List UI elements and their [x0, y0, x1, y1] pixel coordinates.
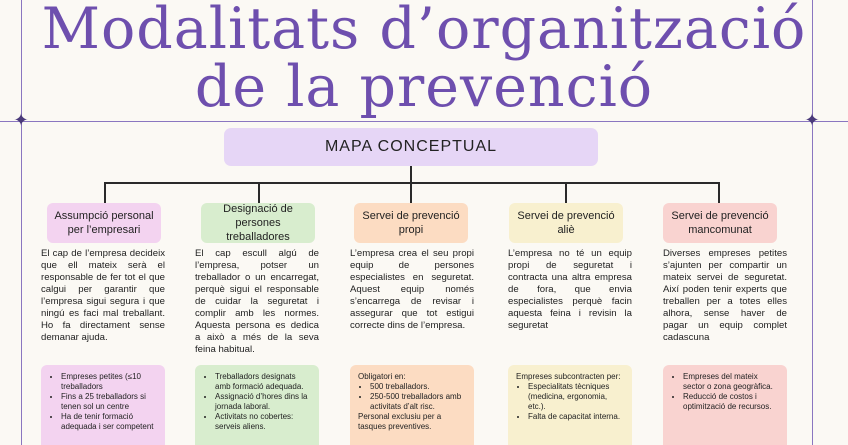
concept-map-root: MAPA CONCEPTUAL	[224, 128, 598, 166]
list-item: • Activitats no cobertes: serveis aliens.	[215, 412, 311, 432]
card-servei-mancomunat	[663, 365, 787, 445]
list-item: • 250-500 treballadors amb activitats d’alt risc.	[370, 392, 466, 412]
description-designacio-persones: El cap escull algú de l’empresa, potser un treballador o un encarregat, perquè sigui el responsable de cuidar la seguretat i complir amb les normes. Aquesta persona es dedica a això a més de la seva feina habitual.	[195, 248, 319, 355]
list-item: • Treballadors designats amb formació adequada.	[215, 372, 311, 392]
sparkle-icon-left: ✦	[13, 110, 29, 131]
list-item: • Assignació d’hores dins la jornada laboral.	[215, 392, 311, 412]
card-intro: Obligatori en:	[358, 372, 406, 381]
heading-servei-alie: Servei de prevenció aliè	[509, 203, 623, 243]
connector-col4	[565, 182, 567, 203]
card-designacio-persones	[195, 365, 319, 445]
heading-servei-mancomunat: Servei de prevenció mancomunat	[663, 203, 777, 243]
page-title	[14, 0, 834, 120]
list-item: • Empreses petites (≤10 treballadors	[61, 372, 157, 392]
list-item: • Fins a 25 treballadors si tenen sol un centre	[61, 392, 157, 412]
connector-col5	[718, 182, 720, 203]
list-item: • Especialitats tècniques (medicina, ergonomia, etc.).	[528, 382, 624, 412]
connector-col3	[410, 182, 412, 203]
list-item: • 500 treballadors.	[370, 382, 466, 392]
card-outro: Personal exclusiu per a tasques preventives.	[358, 412, 442, 431]
description-servei-mancomunat: Diverses empreses petites s’ajunten per compartir un mateix servei de seguretat. Així poden tenir experts que treballen per a totes elles alhora, sense haver de pagar un equip complet cadascuna	[663, 248, 787, 343]
title-line-2: de la prevenció	[194, 54, 654, 120]
description-assumpcio-personal: El cap de l’empresa decideix que ell mateix serà el responsable de fer tot el que calgui per garantir que l’empresa sigui segura i que ningú es faci mal treballant. Ho fa directament sense demanar ajuda.	[41, 248, 165, 343]
description-servei-alie: L’empresa no té un equip propi de seguretat i contracta una altra empresa de fora, que envia especialistes perquè facin aquesta feina i revisin la seguretat	[508, 248, 632, 331]
heading-designacio-persones: Designació de persones treballadores	[201, 203, 315, 243]
heading-servei-propi: Servei de prevenció propi	[354, 203, 468, 243]
card-servei-alie	[508, 365, 632, 445]
list-item: • Ha de tenir formació adequada i ser competent	[61, 412, 157, 432]
list-item: • Falta de capacitat interna.	[528, 412, 624, 422]
list-item: • Reducció de costos i optimització de recursos.	[683, 392, 779, 412]
frame-line-top	[0, 121, 848, 122]
card-assumpcio-personal	[41, 365, 165, 445]
description-servei-propi: L’empresa crea el seu propi equip de persones especialistes en seguretat. Aquest equip només s’encarrega de revisar i assegurar que tot estigui correcte dins de l’empresa.	[350, 248, 474, 331]
sparkle-icon-right: ✦	[804, 110, 820, 131]
heading-assumpcio-personal: Assumpció personal per l’empresari	[47, 203, 161, 243]
connector-col2	[258, 182, 260, 203]
connector-root-stem	[410, 166, 412, 183]
list-item: • Empreses del mateix sector o zona geogràfica.	[683, 372, 779, 392]
title-line-1: Modalitats d’organització	[41, 0, 807, 62]
connector-col1	[104, 182, 106, 203]
card-intro: Empreses subcontracten per:	[516, 372, 621, 381]
card-servei-propi	[350, 365, 474, 445]
